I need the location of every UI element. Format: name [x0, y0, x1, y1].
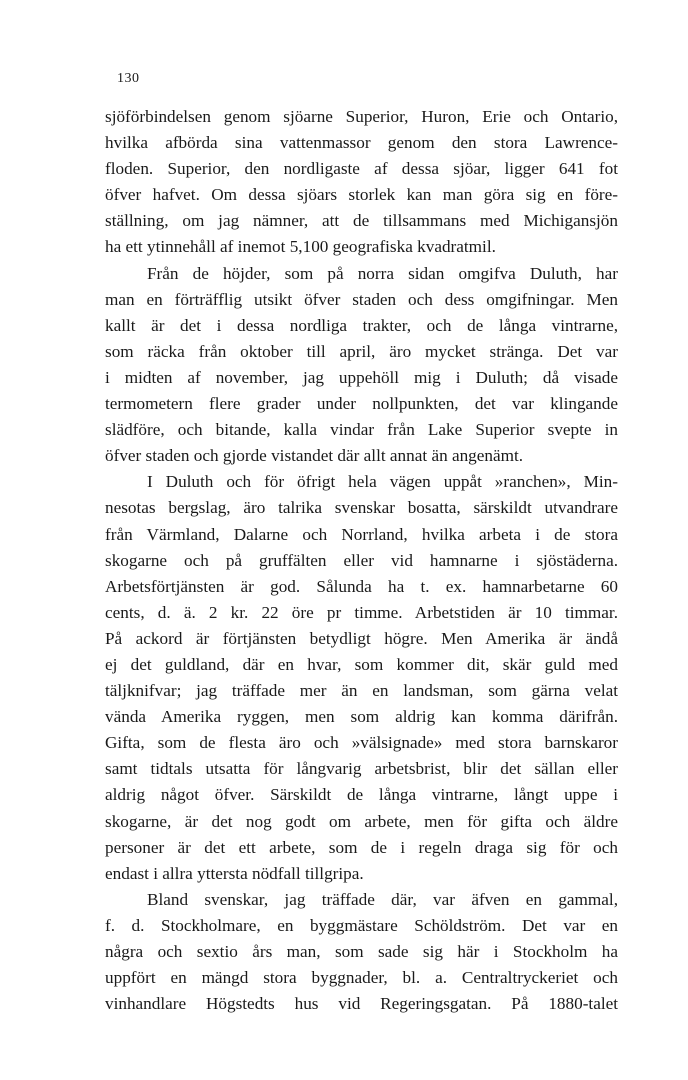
body-text — [105, 104, 618, 1017]
text-line: i midten af november, jag uppehöll mig i Duluth; då visade — [105, 367, 618, 387]
text-line: hvilka afbörda sina vattenmassor genom den stora Lawrence- — [105, 133, 618, 153]
text-line: Gifta, som de flesta äro och »välsignade» med stora barnskaror — [105, 733, 618, 753]
text-line: personer är det ett arbete, som de i regeln draga sig för och — [105, 837, 618, 857]
text-line: kallt är det i dessa nordliga trakter, och de långa vintrarne, — [105, 315, 618, 335]
page-number: 130 — [117, 71, 140, 86]
text-line: slädföre, och bitande, kalla vindar från Lake Superior svepte in — [105, 420, 618, 440]
text-line: cents, d. ä. 2 kr. 22 öre pr timme. Arbetstiden är 10 timmar. — [105, 602, 618, 622]
text-line: skogarne och på gruffälten eller vid hamnarne i sjöstäderna. — [105, 550, 618, 570]
text-line: Arbetsförtjänsten är god. Sålunda ha t. ex. hamnarbetarne 60 — [105, 576, 618, 596]
text-line: sjöförbindelsen genom sjöarne Superior, Huron, Erie och Ontario, — [105, 107, 618, 126]
text-line: samt tidtals utsatta för långvarig arbetsbrist, blir det sällan eller — [105, 759, 618, 779]
text-line: ej det guldland, där en hvar, som kommer dit, skär guld med — [105, 654, 618, 674]
text-line: Från de höjder, som på norra sidan omgifva Duluth, har — [147, 263, 618, 283]
text-line: uppfört en mängd stora byggnader, bl. a. Centraltryckeriet och — [105, 968, 618, 988]
text-line: täljknifvar; jag träffade mer än en landsman, som gärna velat — [105, 681, 618, 701]
text-line: från Värmland, Dalarne och Norrland, hvilka arbeta i de stora — [105, 524, 618, 544]
text-line: man en förträfflig utsikt öfver staden och dess omgifningar. Men — [105, 289, 618, 309]
text-line: skogarne, är det nog godt om arbete, men för gifta och äldre — [105, 811, 618, 831]
text-line: som räcka från oktober till april, äro mycket stränga. Det var — [105, 341, 618, 361]
text-line: nesotas bergslag, äro talrika svenskar bosatta, särskildt utvandrare — [105, 498, 618, 518]
text-line: öfver hafvet. Om dessa sjöars storlek kan man göra sig en före- — [105, 185, 618, 205]
text-line: endast i allra yttersta nödfall tillgripa. — [105, 863, 364, 883]
text-line: På ackord är förtjänsten betydligt högre. Men Amerika är ändå — [105, 628, 618, 648]
text-line: ställning, om jag nämner, att de tillsammans med Michigansjön — [105, 211, 618, 231]
text-line: öfver staden och gjorde vistandet där allt annat än angenämt. — [105, 446, 524, 466]
text-line: termometern flere grader under nollpunkten, det var klingande — [105, 394, 618, 414]
text-line: aldrig något öfver. Särskildt de långa vintrarne, långt uppe i — [105, 785, 618, 805]
text-line: Bland svenskar, jag träffade där, var äfven en gammal, — [147, 889, 618, 909]
text-line: vinhandlare Högstedts hus vid Regeringsgatan. På 1880-talet — [105, 994, 618, 1014]
text-line: floden. Superior, den nordligaste af dessa sjöar, ligger 641 fot — [105, 159, 618, 179]
text-line: några och sextio års man, som sade sig här i Stockholm ha — [105, 942, 618, 961]
text-line: vända Amerika ryggen, men som aldrig kan komma därifrån. — [105, 707, 618, 727]
text-line: I Duluth och för öfrigt hela vägen uppåt »ranchen», Min- — [147, 472, 618, 492]
text-line: f. d. Stockholmare, en byggmästare Schöldström. Det var en — [105, 915, 618, 935]
text-line: ha ett ytinnehåll af inemot 5,100 geografiska kvadratmil. — [105, 237, 496, 257]
